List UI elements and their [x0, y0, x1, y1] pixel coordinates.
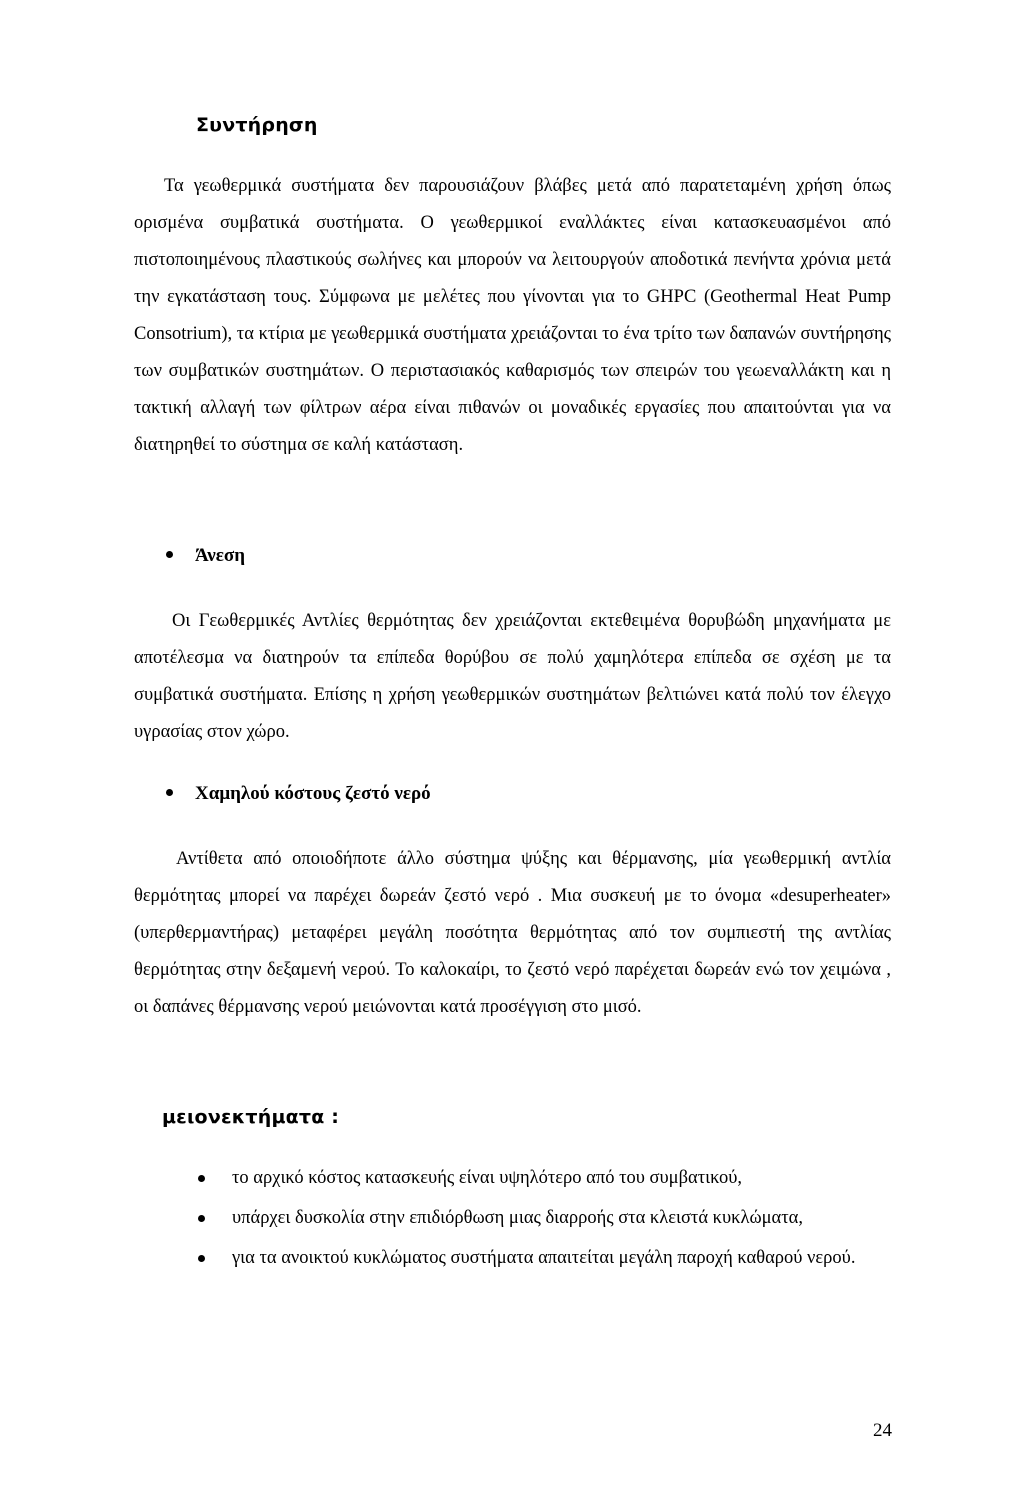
bullet-icon: [198, 1175, 205, 1182]
list-item-text: υπάρχει δυσκολία στην επιδιόρθωση μιας διαρροής στα κλειστά κυκλώματα,: [232, 1208, 803, 1228]
bullet-icon: [198, 1255, 205, 1262]
bullet-icon: [166, 789, 173, 796]
bullet-icon: [166, 551, 173, 558]
bullet-icon: [198, 1215, 205, 1222]
maintenance-heading: Συντήρηση: [196, 114, 318, 136]
comfort-heading-row: [166, 545, 245, 567]
maintenance-paragraph: Τα γεωθερμικά συστήματα δεν παρουσιάζουν βλάβες μετά από παρατεταμένη χρήση όπως ορισμένα συμβατικά συστήματα. Ο γεωθερμικοί εναλλάκτες είναι κατασκευασμένοι από πιστοποιημένους πλαστικούς σωλήνες και μπορούν να λειτουργούν αποδοτικά πενήντα χρόνια μετά την εγκατάσταση τους. Σύμφωνα με μελέτες που γίνονται για το GHPC (Geothermal Heat Pump Consotrium), τα κτίρια με γεωθερμικά συστήματα χρειάζονται το ένα τρίτο των δαπανών συντήρησης των συμβατικών συστημάτων. Ο περιστασιακός καθαρισμός των σπειρών του γεωεναλλάκτη και η τακτική αλλαγή των φίλτρων αέρα είναι πιθανών οι μοναδικές εργασίες που απαιτούνται για να διατηρηθεί το σύστημα σε καλή κατάσταση.: [134, 176, 891, 455]
disadvantages-heading: μειονεκτήματα :: [162, 1106, 340, 1128]
list-item-text: το αρχικό κόστος κατασκευής είναι υψηλότερο από του συμβατικού,: [232, 1168, 743, 1188]
disadvantages-list: [198, 1160, 892, 1280]
list-item: [198, 1200, 892, 1237]
comfort-paragraph: Οι Γεωθερμικές Αντλίες θερμότητας δεν χρειάζονται εκτεθειμένα θορυβώδη μηχανήματα με αποτέλεσμα να διατηρούν τα επίπεδα θορύβου σε πολύ χαμηλότερα επίπεδα σε σχέση με τα συμβατικά συστήματα. Επίσης η χρήση γεωθερμικών συστημάτων βελτιώνει κατά πολύ τον έλεγχο υγρασίας στον χώρο.: [134, 611, 891, 742]
list-item: [198, 1160, 892, 1197]
list-item-text: για τα ανοικτού κυκλώματος συστήματα απαιτείται μεγάλη παροχή καθαρού νερού.: [232, 1248, 856, 1268]
hot-water-paragraph: Αντίθετα από οποιοδήποτε άλλο σύστημα ψύξης και θέρμανσης, μία γεωθερμική αντλία θερμότητας μπορεί να παρέχει δωρεάν ζεστό νερό . Μια συσκευή με το όνομα «desuperheater» (υπερθερμαντήρας) μεταφέρει μεγάλη ποσότητα θερμότητας από τον συμπιεστή της αντλίας θερμότητας στην δεξαμενή νερού. Το καλοκαίρι, το ζεστό νερό παρέχεται δωρεάν ενώ τον χειμώνα , οι δαπάνες θέρμανσης νερού μειώνονται κατά προσέγγιση στο μισό.: [134, 849, 891, 1017]
comfort-heading: Άνεση: [195, 545, 246, 566]
page-number: 24: [873, 1420, 892, 1441]
list-item: [198, 1240, 892, 1277]
hot-water-heading: Χαμηλού κόστους ζεστό νερό: [195, 783, 431, 804]
hot-water-heading-row: [166, 783, 431, 805]
